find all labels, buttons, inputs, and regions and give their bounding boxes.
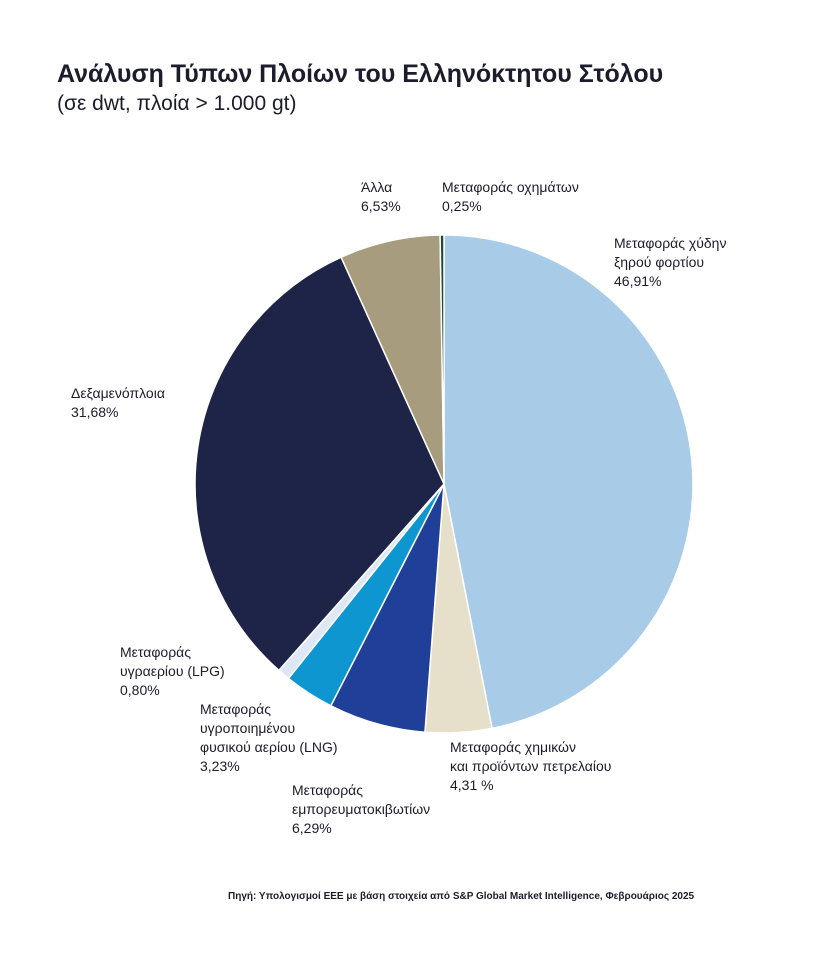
chart-subtitle: (σε dwt, πλοία > 1.000 gt): [57, 92, 297, 115]
pie-slice-bulk: [444, 235, 693, 728]
slice-label-lpg: Μεταφοράς υγραερίου (LPG) 0,80%: [120, 644, 225, 698]
slice-label-other: Άλλα 6,53%: [361, 179, 401, 214]
slice-label-lng: Μεταφοράς υγροποιημένου φυσικού αερίου (LNG) 3,23%: [200, 701, 338, 774]
chart-title: Ανάλυση Τύπων Πλοίων του Ελληνόκτητου Στόλου: [57, 60, 664, 88]
source-note: Πηγή: Υπολογισμοί ΕΕΕ με βάση στοιχεία από S&P Global Market Intelligence, Φεβρουάριος 2025: [228, 891, 695, 902]
slice-label-bulk: Μεταφοράς χύδην ξηρού φορτίου 46,91%: [614, 235, 727, 289]
slice-label-chemical: Μεταφοράς χημικών και προϊόντων πετρελαίου 4,31 %: [450, 739, 612, 793]
slice-label-container: Μεταφοράς εμπορευματοκιβωτίων 6,29%: [292, 782, 431, 836]
slice-label-vehicles: Μεταφοράς οχημάτων 0,25%: [442, 179, 579, 214]
slice-label-tankers: Δεξαμενόπλοια 31,68%: [71, 385, 165, 420]
